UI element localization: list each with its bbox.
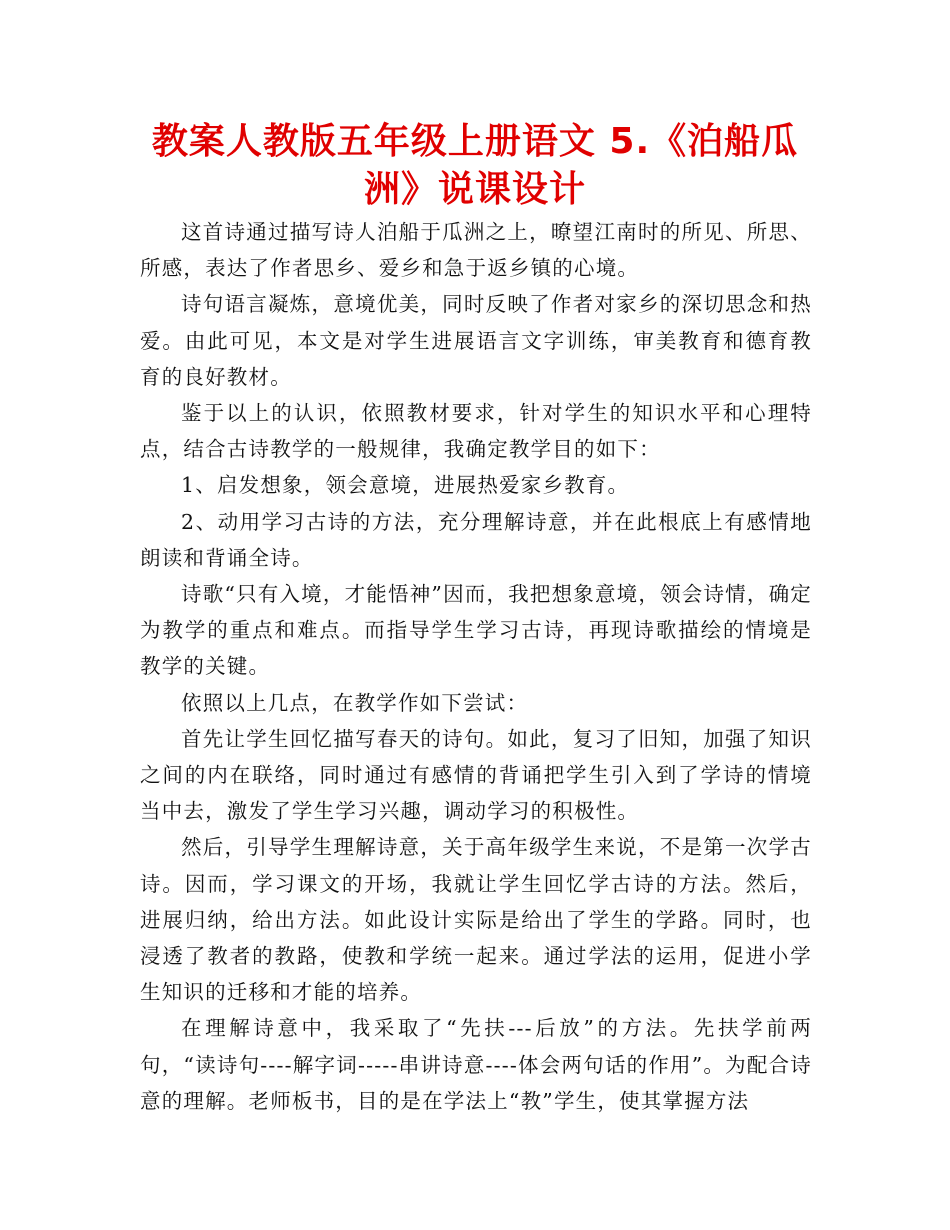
paragraph-9: 然后，引导学生理解诗意，关于高年级学生来说，不是第一次学古诗。因而，学习课文的开场，我就让学生回忆学古诗的方法。然后，进展归纳，给出方法。如此设计实际是给出了学生的学路。同时，也浸透了教者的教路，使教和学统一起来。通过学法的运用，促进小学生知识的迁移和才能的培养。	[140, 835, 812, 1005]
paragraph-1: 这首诗通过描写诗人泊船于瓜洲之上，暸望江南时的所见、所思、所感，表达了作者思乡、爱乡和急于返乡镇的心境。	[140, 220, 812, 281]
paragraph-5: 2、动用学习古诗的方法，充分理解诗意，并在此根底上有感情地朗读和背诵全诗。	[140, 509, 812, 570]
paragraph-8: 首先让学生回忆描写春天的诗句。如此，复习了旧知，加强了知识之间的内在联络，同时通过有感情的背诵把学生引入到了学诗的情境当中去，激发了学生学习兴趣，调动学习的积极性。	[140, 726, 812, 824]
paragraph-7: 依照以上几点，在教学作如下尝试：	[181, 690, 529, 715]
paragraph-3: 鉴于以上的认识，依照教材要求，针对学生的知识水平和心理特点，结合古诗教学的一般规律，我确定教学目的如下：	[140, 401, 812, 462]
paragraph-10: 在理解诗意中，我采取了“先扶---后放”的方法。先扶学前两句，“读诗句----解字词-----串讲诗意----体会两句话的作用”。为配合诗意的理解。老师板书，目的是在学法上“教”学生，使其掌握方法	[140, 1016, 812, 1113]
document-title: 教案人教版五年级上册语文 5.《泊船瓜洲》说课设计	[151, 121, 799, 210]
paragraph-4: 1、启发想象，领会意境，进展热爱家乡教育。	[181, 473, 630, 498]
paragraph-6: 诗歌“只有入境，才能悟神”因而，我把想象意境，领会诗情，确定为教学的重点和难点。而指导学生学习古诗，再现诗歌描绘的情境是教学的关键。	[140, 582, 812, 679]
document-body	[140, 214, 812, 1119]
paragraph-2: 诗句语言凝炼，意境优美，同时反映了作者对家乡的深切思念和热爱。由此可见，本文是对学生进展语言文字训练，审美教育和德育教育的良好教材。	[140, 292, 812, 389]
